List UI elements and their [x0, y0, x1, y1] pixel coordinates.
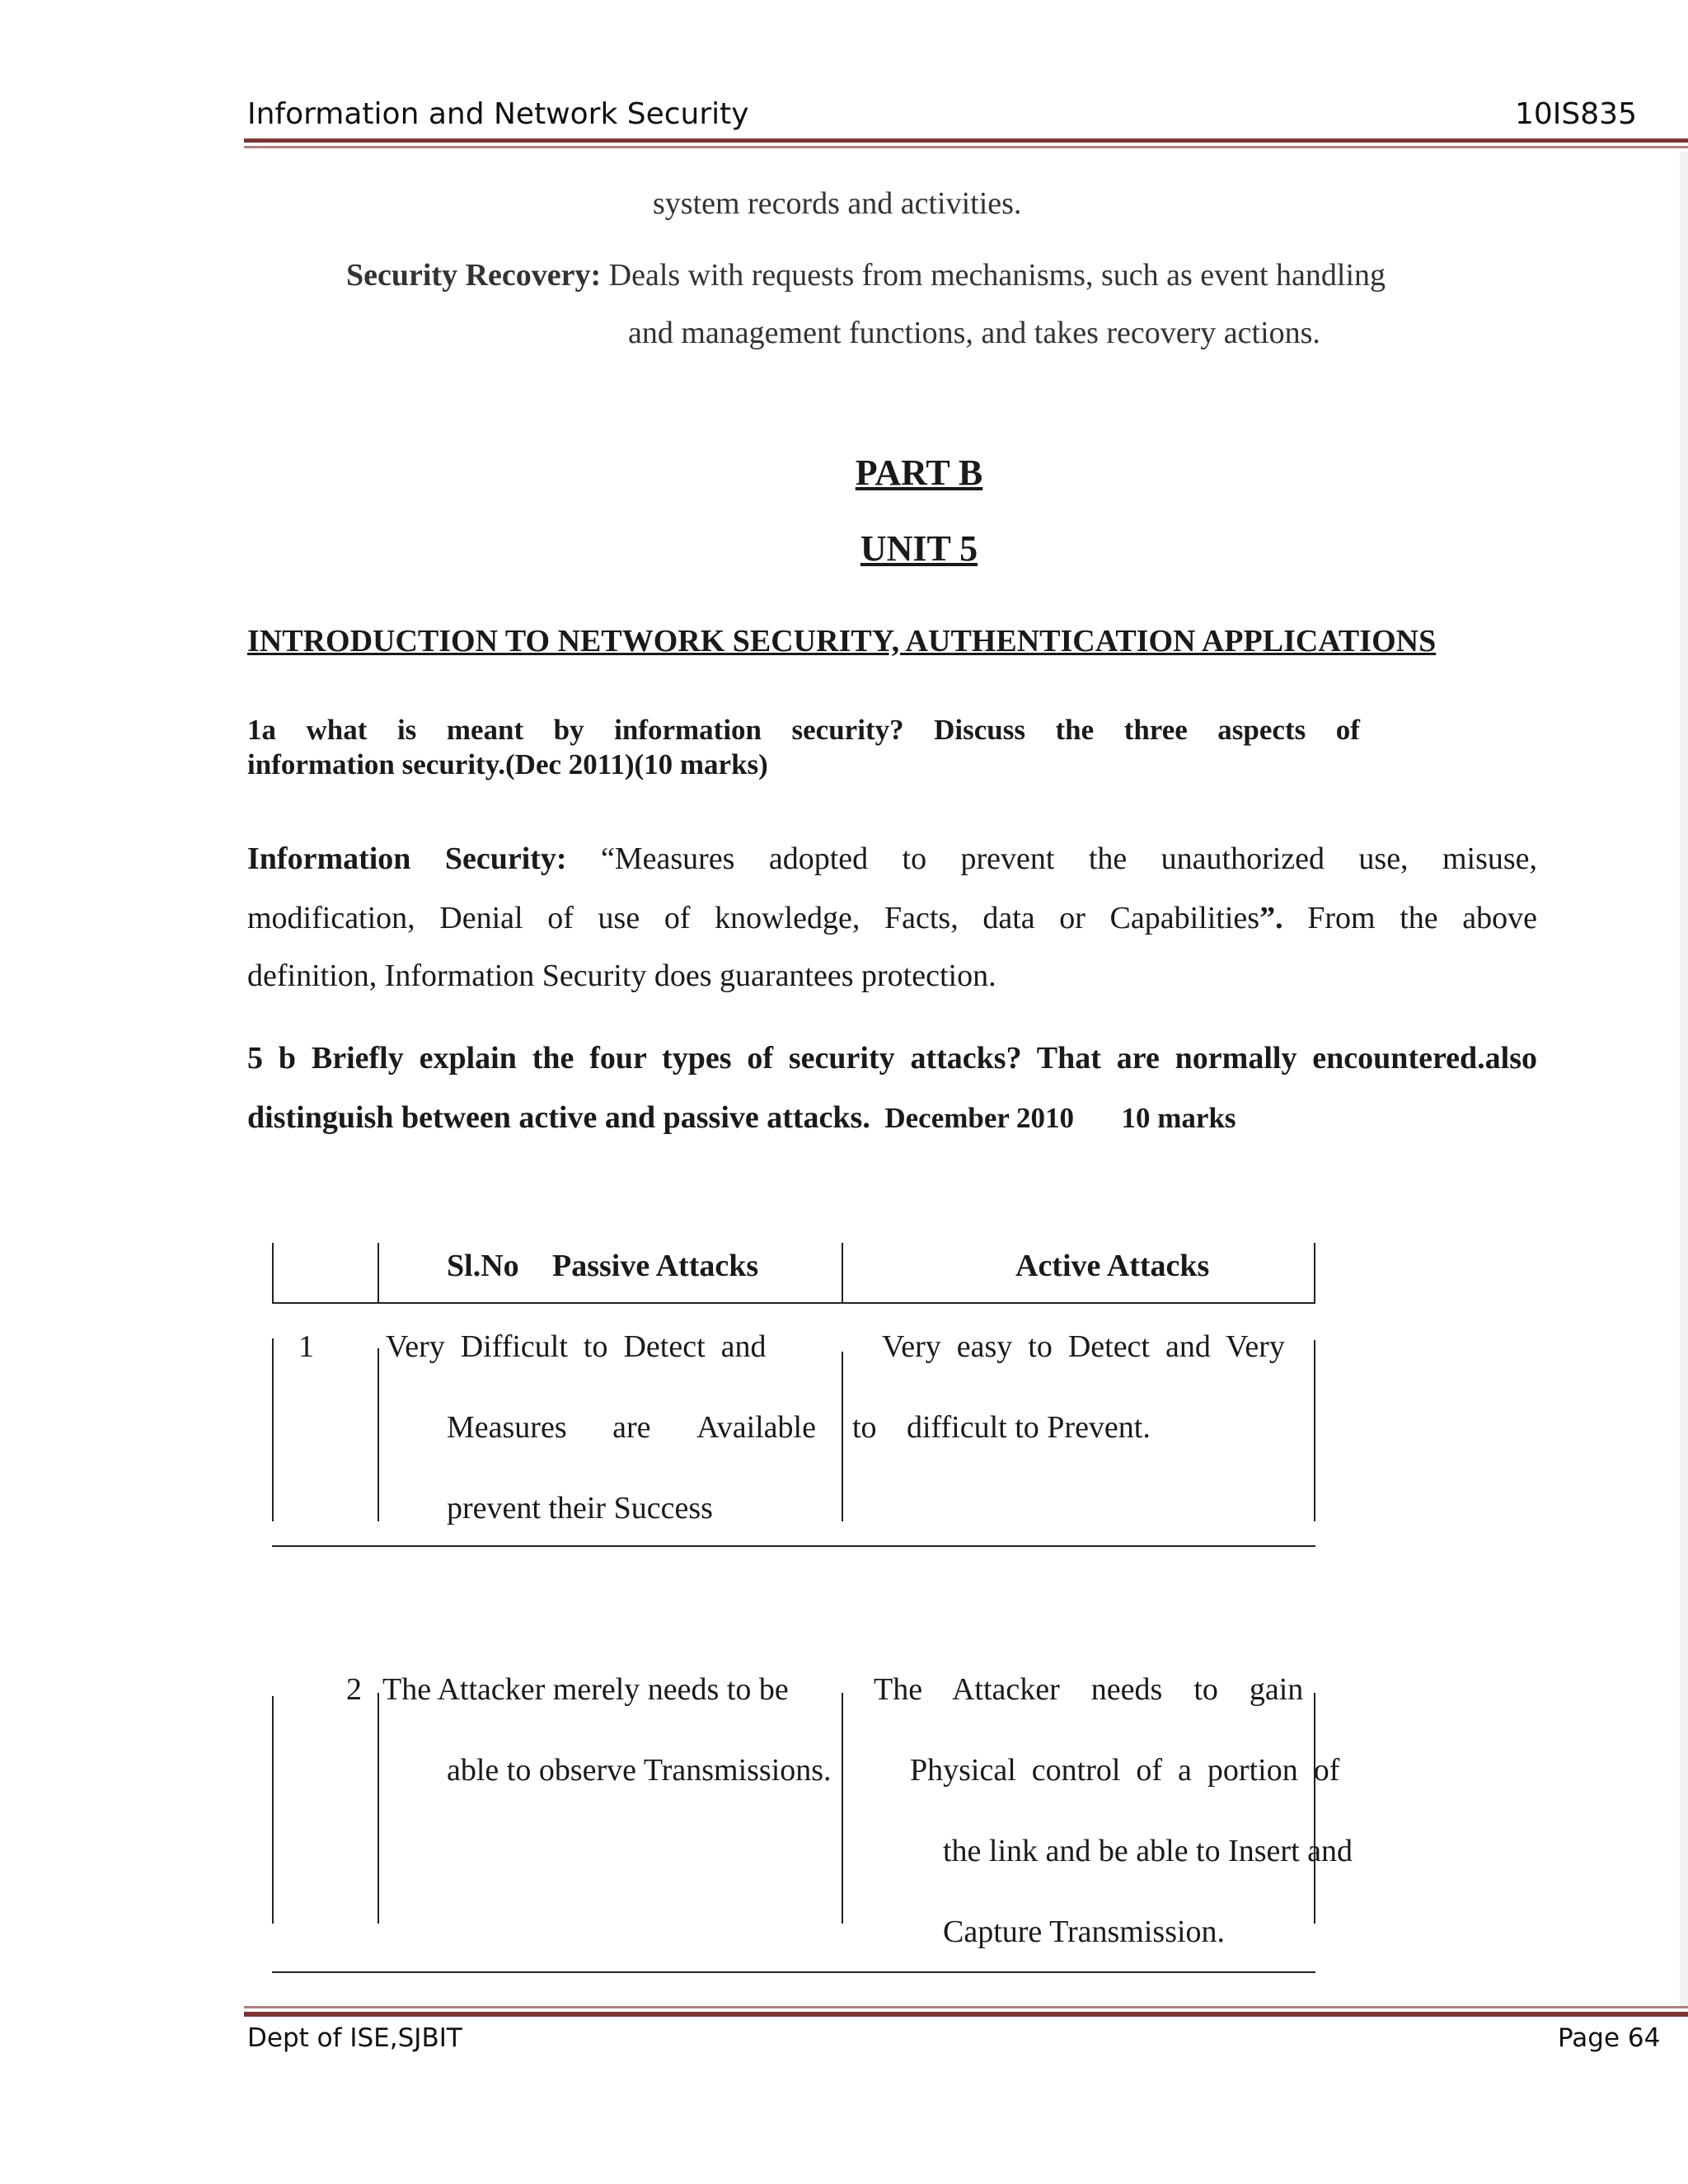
- answer-line1-text: “Measures adopted to prevent the unauthorized use, misuse,: [600, 841, 1538, 876]
- header-course-code: 10IS835: [1515, 97, 1637, 131]
- answer-line3: definition, Information Security does guarantees protection.: [247, 958, 996, 993]
- part-heading: PART B: [855, 452, 983, 493]
- row2-active-line3: the link and be able to Insert and: [943, 1834, 1353, 1868]
- security-recovery-line: [346, 257, 1386, 295]
- intro-line: system records and activities.: [653, 186, 1022, 221]
- question-5b-line1: 5 b Briefly explain the four types of security attacks? That are normally encountered.also: [247, 1041, 1537, 1076]
- table-header-passive: Passive Attacks: [552, 1249, 759, 1283]
- row1-passive-line2: [447, 1409, 816, 1446]
- row2-passive-line1: The Attacker merely needs to be: [382, 1672, 789, 1707]
- table-line: [272, 1971, 1315, 1973]
- q1-word: the: [1055, 714, 1095, 746]
- table-line: [377, 1348, 379, 1521]
- q1-word: aspects: [1217, 714, 1306, 746]
- row2-passive-line2: able to observe Transmissions.: [447, 1753, 832, 1788]
- row1-active-line1: Very easy to Detect and Very: [882, 1329, 1285, 1364]
- security-recovery-text: Deals with requests from mechanisms, such as event handling: [608, 258, 1386, 293]
- footer-rule: [244, 2012, 1688, 2017]
- table-line: [842, 1693, 843, 1924]
- table-line: [377, 1693, 379, 1924]
- row1-passive-word: are: [612, 1410, 651, 1445]
- footer-dept: Dept of ISE,SJBIT: [247, 2023, 462, 2053]
- q1-word: what: [306, 714, 368, 746]
- table-line: [842, 1243, 843, 1302]
- security-recovery-line2: and management functions, and takes recovery actions.: [628, 316, 1320, 350]
- q1-word: three: [1123, 714, 1188, 746]
- answer-line1: [247, 841, 1537, 879]
- q1-word: information: [614, 714, 762, 746]
- row1-number: 1: [298, 1329, 314, 1364]
- row1-passive-line1: Very Difficult to Detect and: [386, 1329, 767, 1364]
- table-line: [272, 1696, 274, 1924]
- table-line: [1314, 1693, 1315, 1924]
- table-line: [842, 1352, 843, 1521]
- row2-active-line1: The Attacker needs to gain: [874, 1672, 1304, 1707]
- q1-word: 1a: [247, 714, 276, 746]
- question-1a-line2: information security.(Dec 2011)(10 marks): [247, 748, 768, 780]
- header-rule-thin: [244, 146, 1688, 148]
- q1-word: security?: [791, 714, 904, 746]
- table-header-active: Active Attacks: [1015, 1249, 1210, 1283]
- section-title: INTRODUCTION TO NETWORK SECURITY, AUTHENTICATION APPLICATIONS: [247, 624, 1437, 658]
- q1-word: of: [1335, 714, 1360, 746]
- table-line: [272, 1545, 1315, 1547]
- answer-line2: [247, 900, 1537, 938]
- security-recovery-term: Security Recovery:: [346, 258, 602, 293]
- question-5b-line2-a: distinguish between active and passive attacks.: [247, 1100, 870, 1135]
- unit-heading: UNIT 5: [860, 528, 978, 569]
- page-edge-shade: [1680, 152, 1688, 2006]
- header-title: Information and Network Security: [247, 97, 749, 131]
- answer-line2-quote: ”.: [1259, 901, 1283, 935]
- row1-passive-line3: prevent their Success: [447, 1491, 713, 1526]
- row1-passive-word: Available: [696, 1410, 816, 1445]
- row2-active-line4: Capture Transmission.: [943, 1915, 1226, 1949]
- footer-rule-thin: [244, 2006, 1688, 2008]
- table-header-slno: Sl.No: [447, 1249, 519, 1283]
- table-line: [1314, 1243, 1315, 1302]
- answer-line2-a: modification, Denial of use of knowledge, Facts, data or Capabilities: [247, 901, 1260, 935]
- footer-page-number: Page 64: [1558, 2023, 1661, 2053]
- table-line: [1314, 1340, 1315, 1521]
- row2-number: 2: [346, 1672, 362, 1707]
- table-line: [377, 1243, 379, 1302]
- table-line: [272, 1302, 1315, 1304]
- answer-line2-b: From the above: [1282, 901, 1537, 935]
- row1-passive-word: Measures: [447, 1410, 567, 1445]
- q1-word: by: [553, 714, 584, 746]
- question-5b-line2: [247, 1099, 1236, 1136]
- question-1a-line1: [247, 714, 1360, 747]
- table-line: [272, 1338, 274, 1521]
- header-rule: [244, 138, 1688, 143]
- table-line: [272, 1243, 274, 1302]
- row2-active-line2: Physical control of a portion of: [910, 1753, 1340, 1788]
- row1-passive-to: to: [852, 1410, 877, 1445]
- answer-term: Information Security:: [247, 841, 567, 876]
- question-5b-date: December 2010: [884, 1102, 1075, 1134]
- q1-word: Discuss: [934, 714, 1025, 746]
- q1-word: is: [396, 714, 417, 746]
- question-5b-marks: 10 marks: [1121, 1102, 1236, 1134]
- row1-active-line2: difficult to Prevent.: [907, 1410, 1151, 1445]
- q1-word: meant: [446, 714, 524, 746]
